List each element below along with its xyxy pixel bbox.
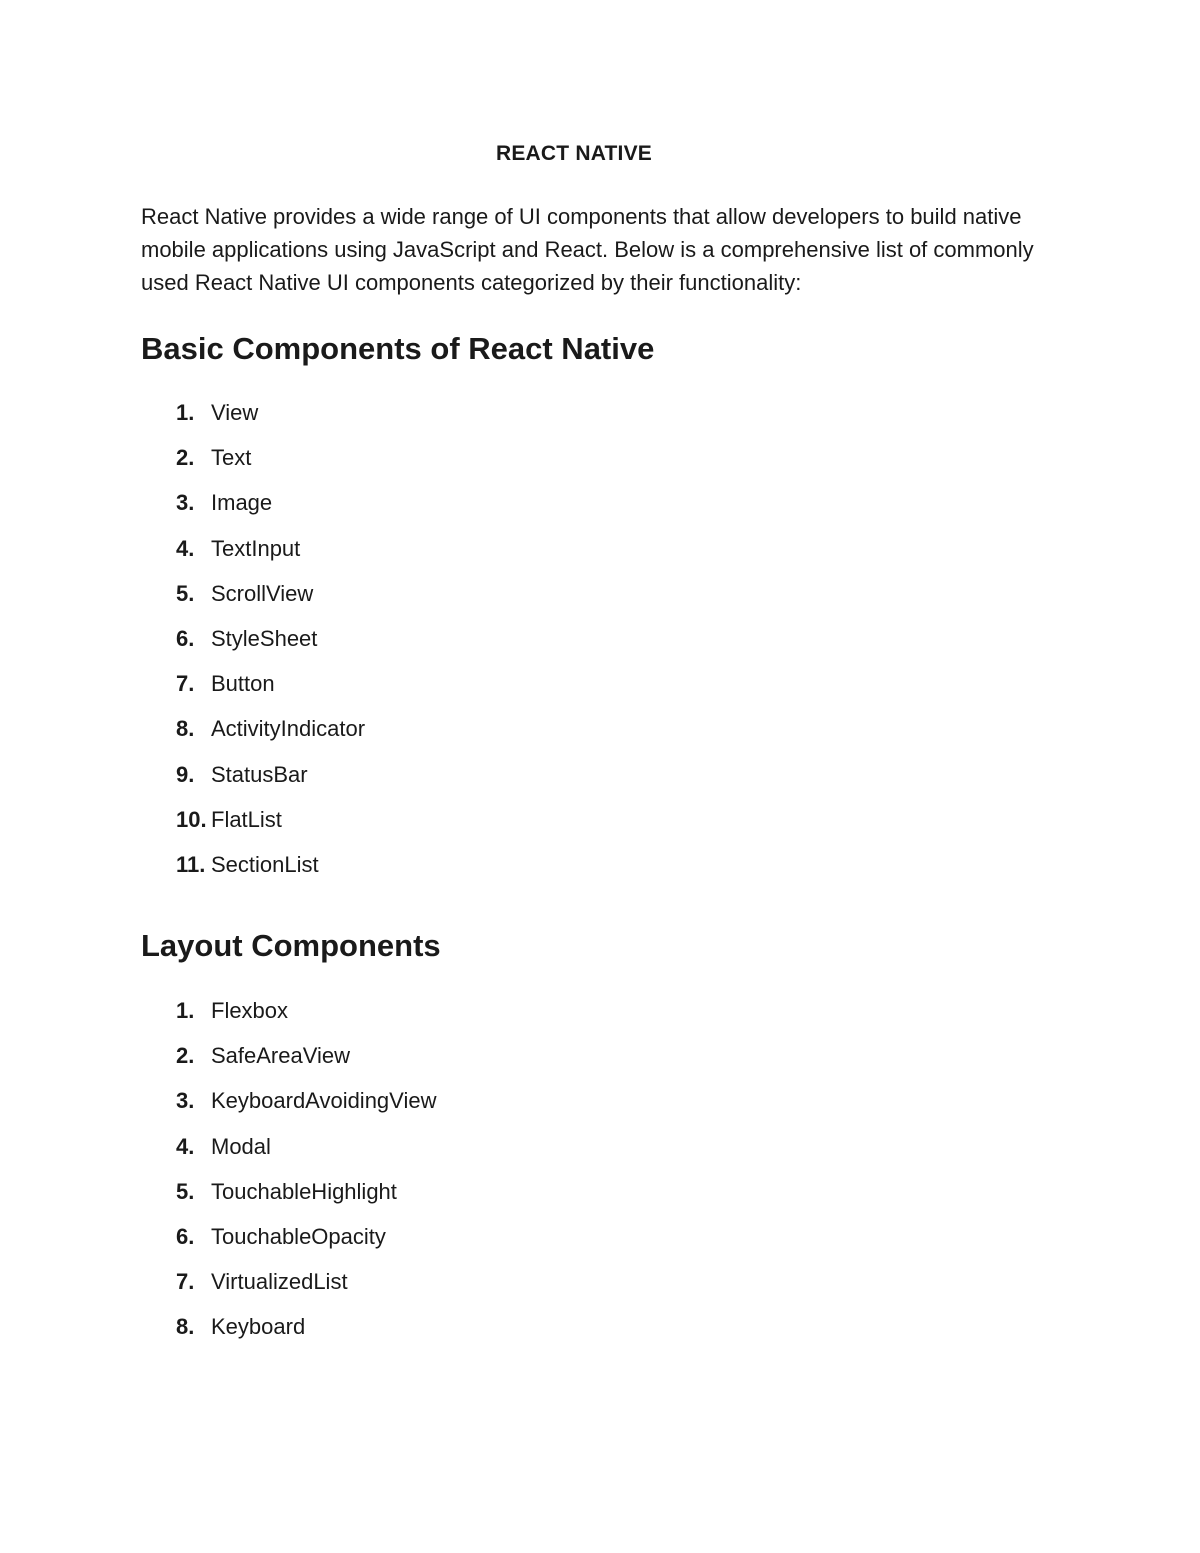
list-item-label: View	[211, 400, 259, 425]
list-item-label: Image	[211, 490, 273, 516]
list-item	[141, 1179, 436, 1224]
list-item-label: TextInput	[211, 535, 301, 561]
list-item-label: TouchableOpacity	[211, 1223, 386, 1249]
list-item-number: 5.	[176, 580, 195, 606]
list-item-number: 8.	[176, 716, 195, 742]
list-item-number: 5.	[176, 1178, 195, 1204]
list-item-label: SectionList	[211, 851, 319, 877]
list-item	[141, 1224, 436, 1269]
list-item-label: Text	[211, 445, 252, 471]
list-item-label: TouchableHighlight	[211, 1178, 397, 1204]
list-item	[141, 1269, 436, 1314]
list-item	[141, 852, 365, 897]
list-item	[141, 1314, 436, 1359]
list-item-number: 2.	[176, 445, 195, 471]
list-item-number: 7.	[176, 1269, 195, 1295]
list-item-label: StatusBar	[211, 761, 308, 787]
list-item-label: FlatList	[211, 806, 282, 832]
list-item-number: 3.	[176, 490, 195, 516]
list-item	[141, 998, 436, 1043]
list-item	[141, 626, 365, 671]
list-item-number: 4.	[176, 1133, 195, 1159]
list-item-label: VirtualizedList	[211, 1269, 348, 1295]
list-item-number: 2.	[176, 1043, 195, 1069]
list-item	[141, 1088, 436, 1133]
list-item	[141, 762, 365, 807]
list-item	[141, 1043, 436, 1088]
list-item-label: Flexbox	[211, 998, 289, 1023]
list-item-number: 4.	[176, 535, 195, 561]
list-item-label: ActivityIndicator	[211, 716, 366, 742]
list-item	[141, 807, 365, 852]
list-item-label: ScrollView	[211, 580, 314, 606]
intro-paragraph: React Native provides a wide range of UI components that allow developers to build native mobile applications using JavaScript and React. Below is a comprehensive list of commonly used React Native UI components categorized by their functionality:	[141, 204, 1034, 295]
list-item	[141, 445, 365, 490]
list-item	[141, 536, 365, 581]
list-item-number: 8.	[176, 1314, 195, 1340]
section-heading-layout-components: Layout Components	[141, 928, 441, 963]
list-item-number: 6.	[176, 625, 195, 651]
list-item-number: 11.	[176, 851, 206, 877]
list-item	[141, 400, 365, 445]
list-item-label: StyleSheet	[211, 625, 318, 651]
list-item-number: 7.	[176, 671, 195, 697]
list-item-number: 10.	[176, 806, 207, 832]
list-item-label: Button	[211, 671, 275, 697]
list-item-number: 1.	[176, 400, 195, 425]
list-item-label: KeyboardAvoidingView	[211, 1088, 437, 1114]
list-item	[141, 716, 365, 761]
list-item-number: 6.	[176, 1223, 195, 1249]
list-item-number: 1.	[176, 998, 195, 1023]
list-item	[141, 581, 365, 626]
list-item-label: Keyboard	[211, 1314, 306, 1340]
list-item-label: Modal	[211, 1133, 271, 1159]
layout-components-list	[141, 998, 436, 1360]
basic-components-list	[141, 400, 365, 897]
list-item	[141, 1134, 436, 1179]
list-item-label: SafeAreaView	[211, 1043, 351, 1069]
list-item-number: 3.	[176, 1088, 195, 1114]
list-item	[141, 490, 365, 535]
section-heading-basic-components: Basic Components of React Native	[141, 331, 655, 366]
document-title: REACT NATIVE	[495, 142, 652, 165]
list-item-number: 9.	[176, 761, 195, 787]
list-item	[141, 671, 365, 716]
